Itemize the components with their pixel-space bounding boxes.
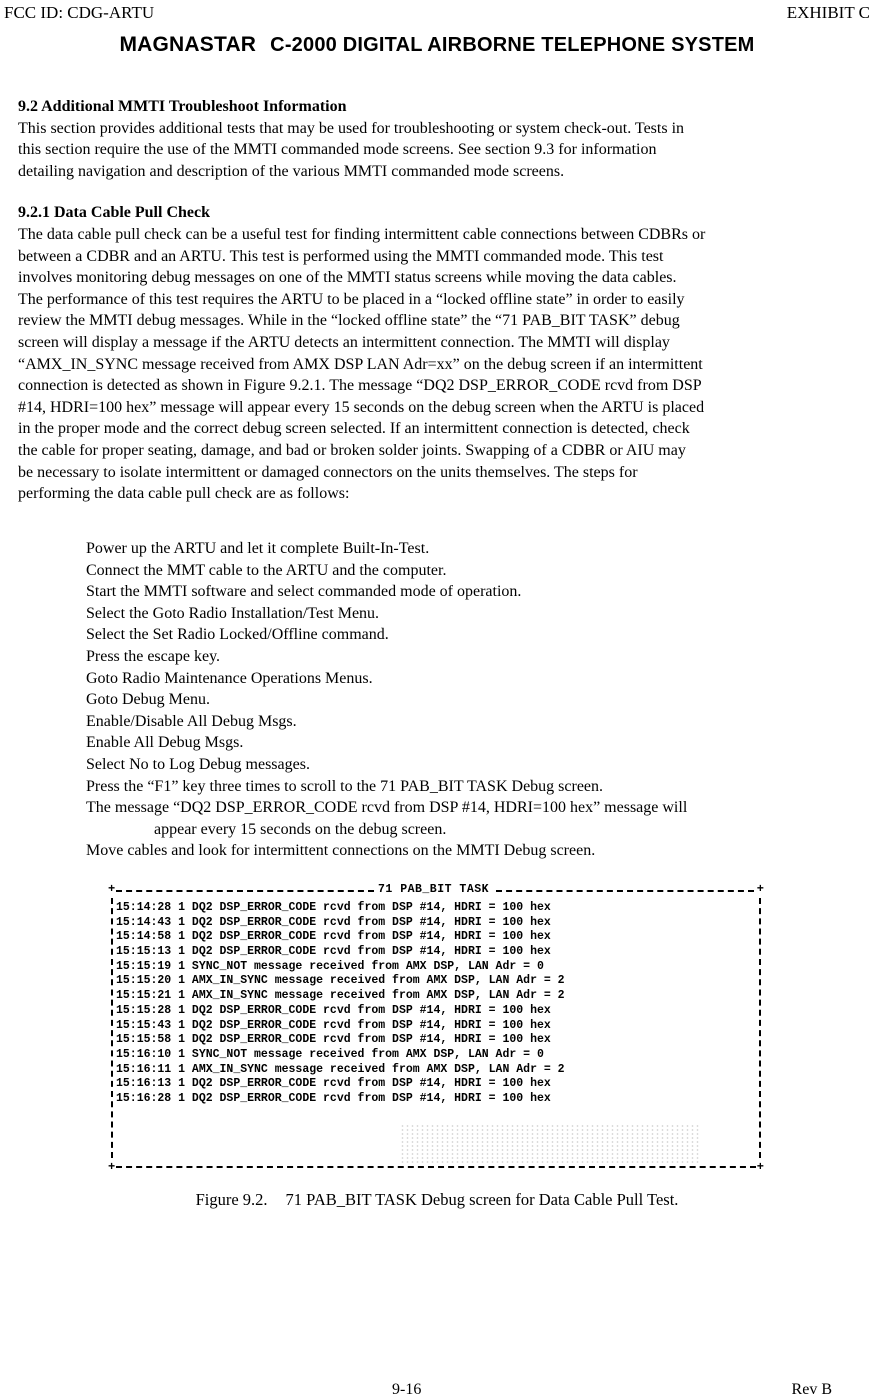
debug-log-line: 15:15:43 1 DQ2 DSP_ERROR_CODE rcvd from DSP #14, HDRI = 100 hex	[116, 1018, 551, 1032]
debug-log-line: 15:15:20 1 AMX_IN_SYNC message received from AMX DSP, LAN Adr = 2	[116, 974, 565, 988]
corner-mark: +	[756, 1160, 764, 1174]
paragraph-line: be necessary to isolate intermittent or damaged connectors on the units themselves. The steps for	[18, 463, 638, 481]
debug-log-line: 15:15:21 1 AMX_IN_SYNC message received from AMX DSP, LAN Adr = 2	[116, 989, 565, 1003]
corner-mark: +	[108, 1160, 116, 1174]
paragraph-line: performing the data cable pull check are as follows:	[18, 485, 350, 503]
debug-log-line: 15:16:10 1 SYNC_NOT message received from AMX DSP, LAN Adr = 0	[116, 1047, 544, 1061]
scan-noise	[400, 1124, 700, 1164]
paragraph-line: This section provides additional tests that may be used for troubleshooting or system check-out. Tests in	[18, 119, 685, 137]
paragraph-line: The performance of this test requires the ARTU to be placed in a “locked offline state” in order to easily	[18, 290, 685, 308]
procedure-steps	[86, 538, 846, 862]
step-message-line2: appear every 15 seconds on the debug screen.	[154, 820, 447, 838]
step-item: Select the Goto Radio Installation/Test Menu.	[86, 604, 380, 622]
step-message-line1: The message “DQ2 DSP_ERROR_CODE rcvd from DSP #14, HDRI=100 hex” message will	[86, 799, 688, 817]
exhibit-label: EXHIBIT C	[786, 3, 870, 22]
debug-log-line: 15:14:58 1 DQ2 DSP_ERROR_CODE rcvd from DSP #14, HDRI = 100 hex	[116, 930, 551, 944]
step-item: Move cables and look for intermittent connections on the MMTI Debug screen.	[86, 842, 596, 860]
title-brand: MAGNASTAR	[119, 33, 257, 56]
corner-mark: +	[108, 882, 116, 896]
debug-screen-title-bar	[110, 884, 762, 896]
debug-log-line: 15:15:19 1 SYNC_NOT message received from AMX DSP, LAN Adr = 0	[116, 959, 544, 973]
step-item: Select No to Log Debug messages.	[86, 755, 310, 773]
paragraph-line: this section require the use of the MMTI commanded mode screens. See section 9.3 for information	[18, 141, 657, 159]
debug-log-line: 15:15:13 1 DQ2 DSP_ERROR_CODE rcvd from DSP #14, HDRI = 100 hex	[116, 945, 551, 959]
debug-log-line: 15:16:28 1 DQ2 DSP_ERROR_CODE rcvd from DSP #14, HDRI = 100 hex	[116, 1091, 551, 1105]
step-item: Connect the MMT cable to the ARTU and the computer.	[86, 561, 447, 579]
paragraph-line: detailing navigation and description of the various MMTI commanded mode screens.	[18, 162, 565, 180]
corner-mark: +	[756, 882, 764, 896]
step-item: Select the Set Radio Locked/Offline command.	[86, 626, 389, 644]
paragraph-line: connection is detected as shown in Figure 9.2.1. The message “DQ2 DSP_ERROR_CODE rcvd from DSP	[18, 377, 702, 395]
revision-label: Rev B	[791, 1381, 832, 1398]
page-number: 9-16	[392, 1381, 422, 1398]
figure-caption	[0, 1190, 874, 1210]
debug-log-line: 15:16:13 1 DQ2 DSP_ERROR_CODE rcvd from DSP #14, HDRI = 100 hex	[116, 1077, 551, 1091]
paragraph-line: in the proper mode and the correct debug screen selected. If an intermittent connection is detected, check	[18, 420, 690, 438]
title-rest: C-2000 DIGITAL AIRBORNE TELEPHONE SYSTEM	[270, 34, 755, 56]
step-item: Power up the ARTU and let it complete Built-In-Test.	[86, 540, 430, 557]
debug-log-line: 15:14:43 1 DQ2 DSP_ERROR_CODE rcvd from DSP #14, HDRI = 100 hex	[116, 915, 551, 929]
body-text	[18, 96, 858, 505]
paragraph-line: #14, HDRI=100 hex” message will appear every 15 seconds on the debug screen when the ARTU is placed	[18, 398, 705, 416]
step-item: Enable/Disable All Debug Msgs.	[86, 712, 297, 730]
document-title	[0, 33, 874, 57]
step-item: Press the “F1” key three times to scroll to the 71 PAB_BIT TASK Debug screen.	[86, 777, 604, 795]
section-9-2-1-heading: 9.2.1 Data Cable Pull Check	[18, 204, 210, 222]
paragraph-line: screen will display a message if the ARTU detects an intermittent connection. The MMTI will display	[18, 333, 670, 351]
section-9-2-heading: 9.2 Additional MMTI Troubleshoot Information	[18, 98, 347, 115]
section-9-2-1-paragraph	[18, 224, 858, 505]
debug-log	[116, 901, 736, 1107]
debug-log-line: 15:16:11 1 AMX_IN_SYNC message received from AMX DSP, LAN Adr = 2	[116, 1062, 565, 1076]
debug-log-line: 15:15:28 1 DQ2 DSP_ERROR_CODE rcvd from DSP #14, HDRI = 100 hex	[116, 1003, 551, 1017]
figure-number: Figure 9.2.	[195, 1190, 268, 1209]
debug-log-line: 15:14:28 1 DQ2 DSP_ERROR_CODE rcvd from DSP #14, HDRI = 100 hex	[116, 901, 551, 914]
step-item: Enable All Debug Msgs.	[86, 734, 244, 752]
fcc-id: FCC ID: CDG-ARTU	[4, 3, 155, 22]
step-item: Goto Debug Menu.	[86, 691, 210, 709]
step-item: Start the MMTI software and select commanded mode of operation.	[86, 583, 522, 601]
step-item: Goto Radio Maintenance Operations Menus.	[86, 669, 373, 687]
debug-log-line: 15:15:58 1 DQ2 DSP_ERROR_CODE rcvd from DSP #14, HDRI = 100 hex	[116, 1033, 551, 1047]
section-9-2-paragraph	[18, 118, 858, 183]
step-item: Press the escape key.	[86, 647, 221, 665]
debug-screen-title: 71 PAB_BIT TASK	[378, 883, 490, 896]
step-item-message	[86, 797, 846, 840]
paragraph-line: involves monitoring debug messages on one of the MMTI status screens while moving the data cables.	[18, 269, 677, 287]
paragraph-line: The data cable pull check can be a useful test for finding intermittent cable connections between CDBRs or	[18, 225, 706, 243]
paragraph-line: the cable for proper seating, damage, and bad or broken solder joints. Swapping of a CDBR or AIU may	[18, 441, 686, 459]
debug-screen-figure	[110, 884, 762, 1172]
paragraph-line: “AMX_IN_SYNC message received from AMX DSP LAN Adr=xx” on the debug screen if an intermittent	[18, 355, 703, 373]
figure-caption-text: 71 PAB_BIT TASK Debug screen for Data Cable Pull Test.	[285, 1190, 679, 1209]
paragraph-line: between a CDBR and an ARTU. This test is performed using the MMTI commanded mode. This test	[18, 247, 664, 265]
paragraph-line: review the MMTI debug messages. While in the “locked offline state” the “71 PAB_BIT TASK” debug	[18, 312, 680, 330]
